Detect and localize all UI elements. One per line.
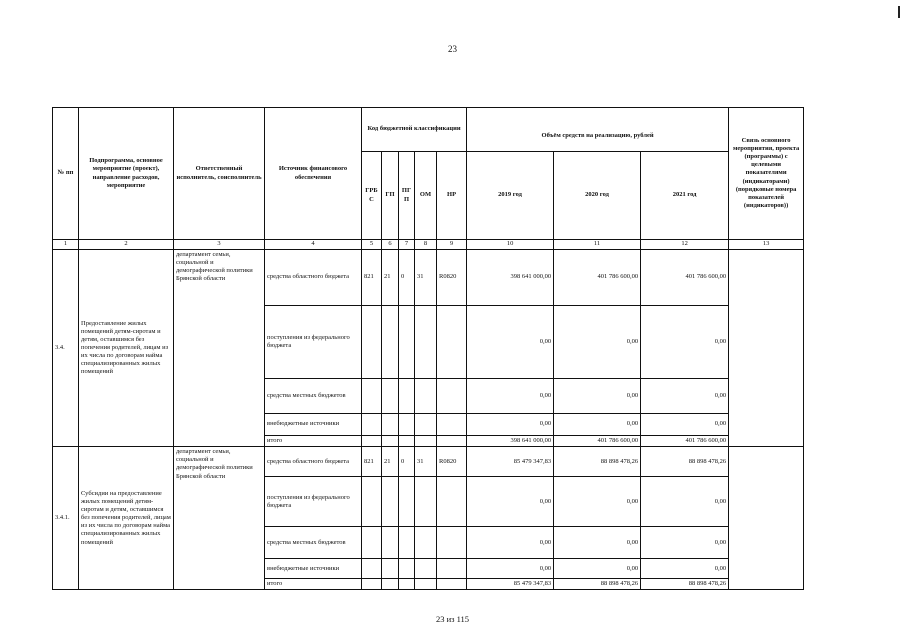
grbs-cell (362, 436, 382, 447)
column-number: 8 (415, 240, 437, 250)
header-2020: 2020 год (554, 152, 641, 240)
header-source: Источник финансового обеспечения (265, 108, 362, 240)
amount-2020: 88 898 478,26 (554, 447, 641, 477)
amount-2019: 0,00 (467, 379, 554, 414)
source-cell: внебюджетные источники (265, 559, 362, 579)
source-cell: итого (265, 579, 362, 590)
nr-cell (437, 527, 467, 559)
header-nr: НР (437, 152, 467, 240)
om-cell: 31 (415, 250, 437, 306)
amount-2021: 0,00 (641, 306, 729, 379)
column-number: 5 (362, 240, 382, 250)
om-cell (415, 379, 437, 414)
column-number: 11 (554, 240, 641, 250)
amount-2019: 0,00 (467, 527, 554, 559)
om-cell (415, 559, 437, 579)
amount-2019: 398 641 000,00 (467, 250, 554, 306)
nr-cell (437, 414, 467, 436)
source-cell: средства местных бюджетов (265, 527, 362, 559)
header-grbs: ГРБ С (362, 152, 382, 240)
amount-2019: 0,00 (467, 477, 554, 527)
nr-cell (437, 306, 467, 379)
gp-cell (382, 306, 399, 379)
total-2021: 401 786 600,00 (641, 436, 729, 447)
nr-cell (437, 477, 467, 527)
pgp-cell: 0 (399, 250, 415, 306)
item-name: Предоставление жилых помещений детям-сиротам и детям, оставшимся без попечения родителей, лицам из их числа по договорам найма специализированных жилых помещений (79, 250, 174, 447)
header-executor: Ответственный исполнитель, соисполнитель (174, 108, 265, 240)
column-number: 9 (437, 240, 467, 250)
header-link: Связь основного мероприятия, проекта (программы) с целевыми показателями (индикаторами) (порядковые номера показателей (индикаторов)) (729, 108, 804, 240)
amount-2020: 0,00 (554, 306, 641, 379)
edge-mark (898, 6, 900, 18)
grbs-cell: 821 (362, 447, 382, 477)
header-no: № пп (53, 108, 79, 240)
grbs-cell: 821 (362, 250, 382, 306)
amount-2021: 401 786 600,00 (641, 250, 729, 306)
om-cell (415, 436, 437, 447)
amount-2019: 0,00 (467, 306, 554, 379)
pgp-cell (399, 579, 415, 590)
header-gp: ГП (382, 152, 399, 240)
column-number: 3 (174, 240, 265, 250)
total-2019: 398 641 000,00 (467, 436, 554, 447)
nr-cell (437, 436, 467, 447)
grbs-cell (362, 414, 382, 436)
source-cell: поступления из федерального бюджета (265, 306, 362, 379)
amount-2020: 0,00 (554, 379, 641, 414)
source-cell: средства областного бюджета (265, 447, 362, 477)
amount-2020: 401 786 600,00 (554, 250, 641, 306)
page-footer: 23 из 115 (435, 614, 470, 624)
grbs-cell (362, 306, 382, 379)
amount-2019: 0,00 (467, 414, 554, 436)
column-number: 4 (265, 240, 362, 250)
amount-2021: 88 898 478,26 (641, 447, 729, 477)
source-cell: поступления из федерального бюджета (265, 477, 362, 527)
pgp-cell (399, 527, 415, 559)
gp-cell (382, 477, 399, 527)
grbs-cell (362, 379, 382, 414)
om-cell (415, 579, 437, 590)
column-number-row (53, 240, 804, 250)
grbs-cell (362, 579, 382, 590)
source-cell: внебюджетные источники (265, 414, 362, 436)
om-cell (415, 414, 437, 436)
amount-2021: 0,00 (641, 477, 729, 527)
amount-2021: 0,00 (641, 527, 729, 559)
column-number: 6 (382, 240, 399, 250)
total-2021: 88 898 478,26 (641, 579, 729, 590)
amount-2021: 0,00 (641, 559, 729, 579)
total-2020: 401 786 600,00 (554, 436, 641, 447)
item-executor: департамент семьи, социальной и демографической политики Брянской области (174, 250, 265, 447)
source-cell: средства местных бюджетов (265, 379, 362, 414)
column-number: 13 (729, 240, 804, 250)
gp-cell (382, 414, 399, 436)
amount-2019: 0,00 (467, 559, 554, 579)
source-cell: итого (265, 436, 362, 447)
gp-cell (382, 527, 399, 559)
om-cell (415, 527, 437, 559)
nr-cell (437, 379, 467, 414)
amount-2020: 0,00 (554, 527, 641, 559)
total-2020: 88 898 478,26 (554, 579, 641, 590)
om-cell (415, 306, 437, 379)
pgp-cell (399, 306, 415, 379)
om-cell: 31 (415, 447, 437, 477)
om-cell (415, 477, 437, 527)
gp-cell: 21 (382, 250, 399, 306)
table-row (53, 250, 804, 306)
amount-2021: 0,00 (641, 414, 729, 436)
amount-2020: 0,00 (554, 559, 641, 579)
grbs-cell (362, 527, 382, 559)
grbs-cell (362, 477, 382, 527)
nr-cell: R0820 (437, 250, 467, 306)
column-number: 7 (399, 240, 415, 250)
item-number: 3.4.1. (53, 447, 79, 590)
total-2019: 85 479 347,83 (467, 579, 554, 590)
amount-2020: 0,00 (554, 414, 641, 436)
page-number: 23 (448, 44, 457, 54)
gp-cell: 21 (382, 447, 399, 477)
item-name: Субсидии на предоставление жилых помещений детям-сиротам и детям, оставшимся без попечения родителей, лицам из их числа по договорам найма специализированных жилых помещений (79, 447, 174, 590)
pgp-cell (399, 436, 415, 447)
nr-cell: R0820 (437, 447, 467, 477)
source-cell: средства областного бюджета (265, 250, 362, 306)
link-cell (729, 447, 804, 590)
header-2021: 2021 год (641, 152, 729, 240)
pgp-cell (399, 477, 415, 527)
header-volume: Объём средств на реализацию, рублей (467, 108, 729, 152)
grbs-cell (362, 559, 382, 579)
column-number: 1 (53, 240, 79, 250)
amount-2019: 85 479 347,83 (467, 447, 554, 477)
header-om: ОМ (415, 152, 437, 240)
header-budget-code: Код бюджетной классификации (362, 108, 467, 152)
gp-cell (382, 379, 399, 414)
item-executor: департамент семьи, социальной и демографической политики Брянской области (174, 447, 265, 590)
nr-cell (437, 559, 467, 579)
pgp-cell (399, 559, 415, 579)
nr-cell (437, 579, 467, 590)
pgp-cell (399, 414, 415, 436)
amount-2021: 0,00 (641, 379, 729, 414)
budget-table (52, 107, 804, 590)
header-subprogram: Подпрограмма, основное мероприятие (проект), направление расходов, мероприятие (79, 108, 174, 240)
column-number: 12 (641, 240, 729, 250)
item-number: 3.4. (53, 250, 79, 447)
column-number: 10 (467, 240, 554, 250)
header-2019: 2019 год (467, 152, 554, 240)
column-number: 2 (79, 240, 174, 250)
amount-2020: 0,00 (554, 477, 641, 527)
table-row (53, 447, 804, 477)
gp-cell (382, 579, 399, 590)
gp-cell (382, 559, 399, 579)
link-cell (729, 250, 804, 447)
header-pgp: ПГ П (399, 152, 415, 240)
gp-cell (382, 436, 399, 447)
pgp-cell (399, 379, 415, 414)
pgp-cell: 0 (399, 447, 415, 477)
